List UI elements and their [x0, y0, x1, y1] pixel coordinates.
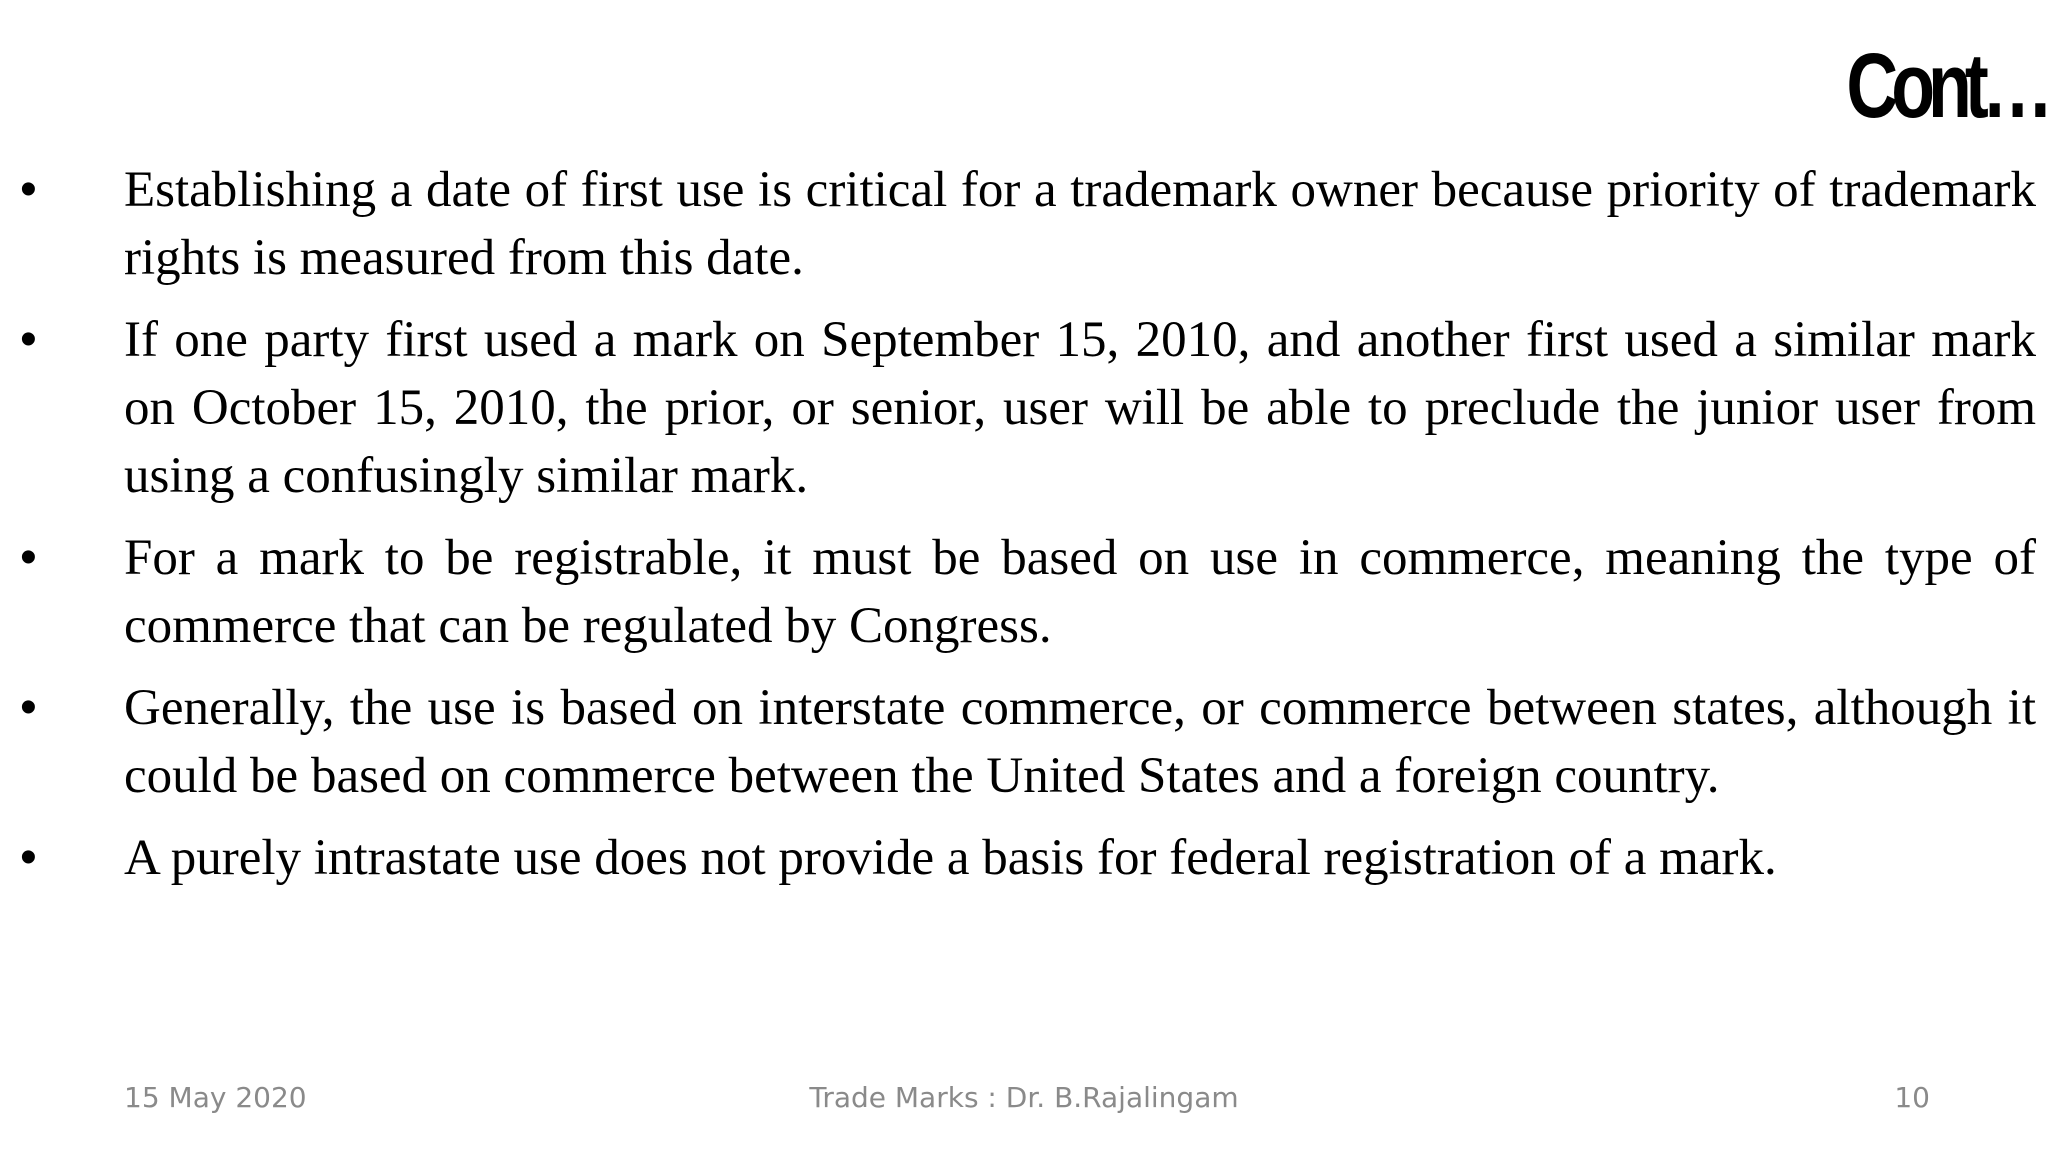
bullet-dot-icon: • — [20, 681, 37, 734]
bullet-item — [0, 306, 2036, 510]
bullet-dot-icon: • — [20, 163, 37, 216]
bullet-text: For a mark to be registrable, it must be based on use in commerce, meaning the type of commerce that can be regulated by Congress. — [124, 530, 2036, 654]
bullet-item — [0, 824, 2036, 892]
bullet-item — [0, 674, 2036, 810]
footer-title: Trade Marks : Dr. B.Rajalingam — [809, 1081, 1239, 1114]
bullet-text: A purely intrastate use does not provide a basis for federal registration of a mark. — [124, 830, 1777, 886]
bullet-dot-icon: • — [20, 831, 37, 884]
bullet-dot-icon: • — [20, 531, 37, 584]
footer-date: 15 May 2020 — [124, 1081, 307, 1114]
bullet-text: Establishing a date of first use is critical for a trademark owner because priority of trademark rights is measured from this date. — [124, 162, 2036, 286]
bullet-dot-icon: • — [20, 313, 37, 366]
bullet-text: Generally, the use is based on interstate commerce, or commerce between states, although it could be based on commerce between the United States and a foreign country. — [124, 680, 2036, 804]
bullet-text: If one party first used a mark on September 15, 2010, and another first used a similar mark on October 15, 2010, the prior, or senior, user will be able to preclude the junior user from using a confusingly similar mark. — [124, 312, 2036, 504]
bullet-item — [0, 524, 2036, 660]
bullet-item — [0, 156, 2036, 292]
page-number: 10 — [1894, 1081, 1930, 1114]
slide-title: Cont… — [1845, 35, 2046, 137]
bullet-list — [0, 156, 2036, 906]
